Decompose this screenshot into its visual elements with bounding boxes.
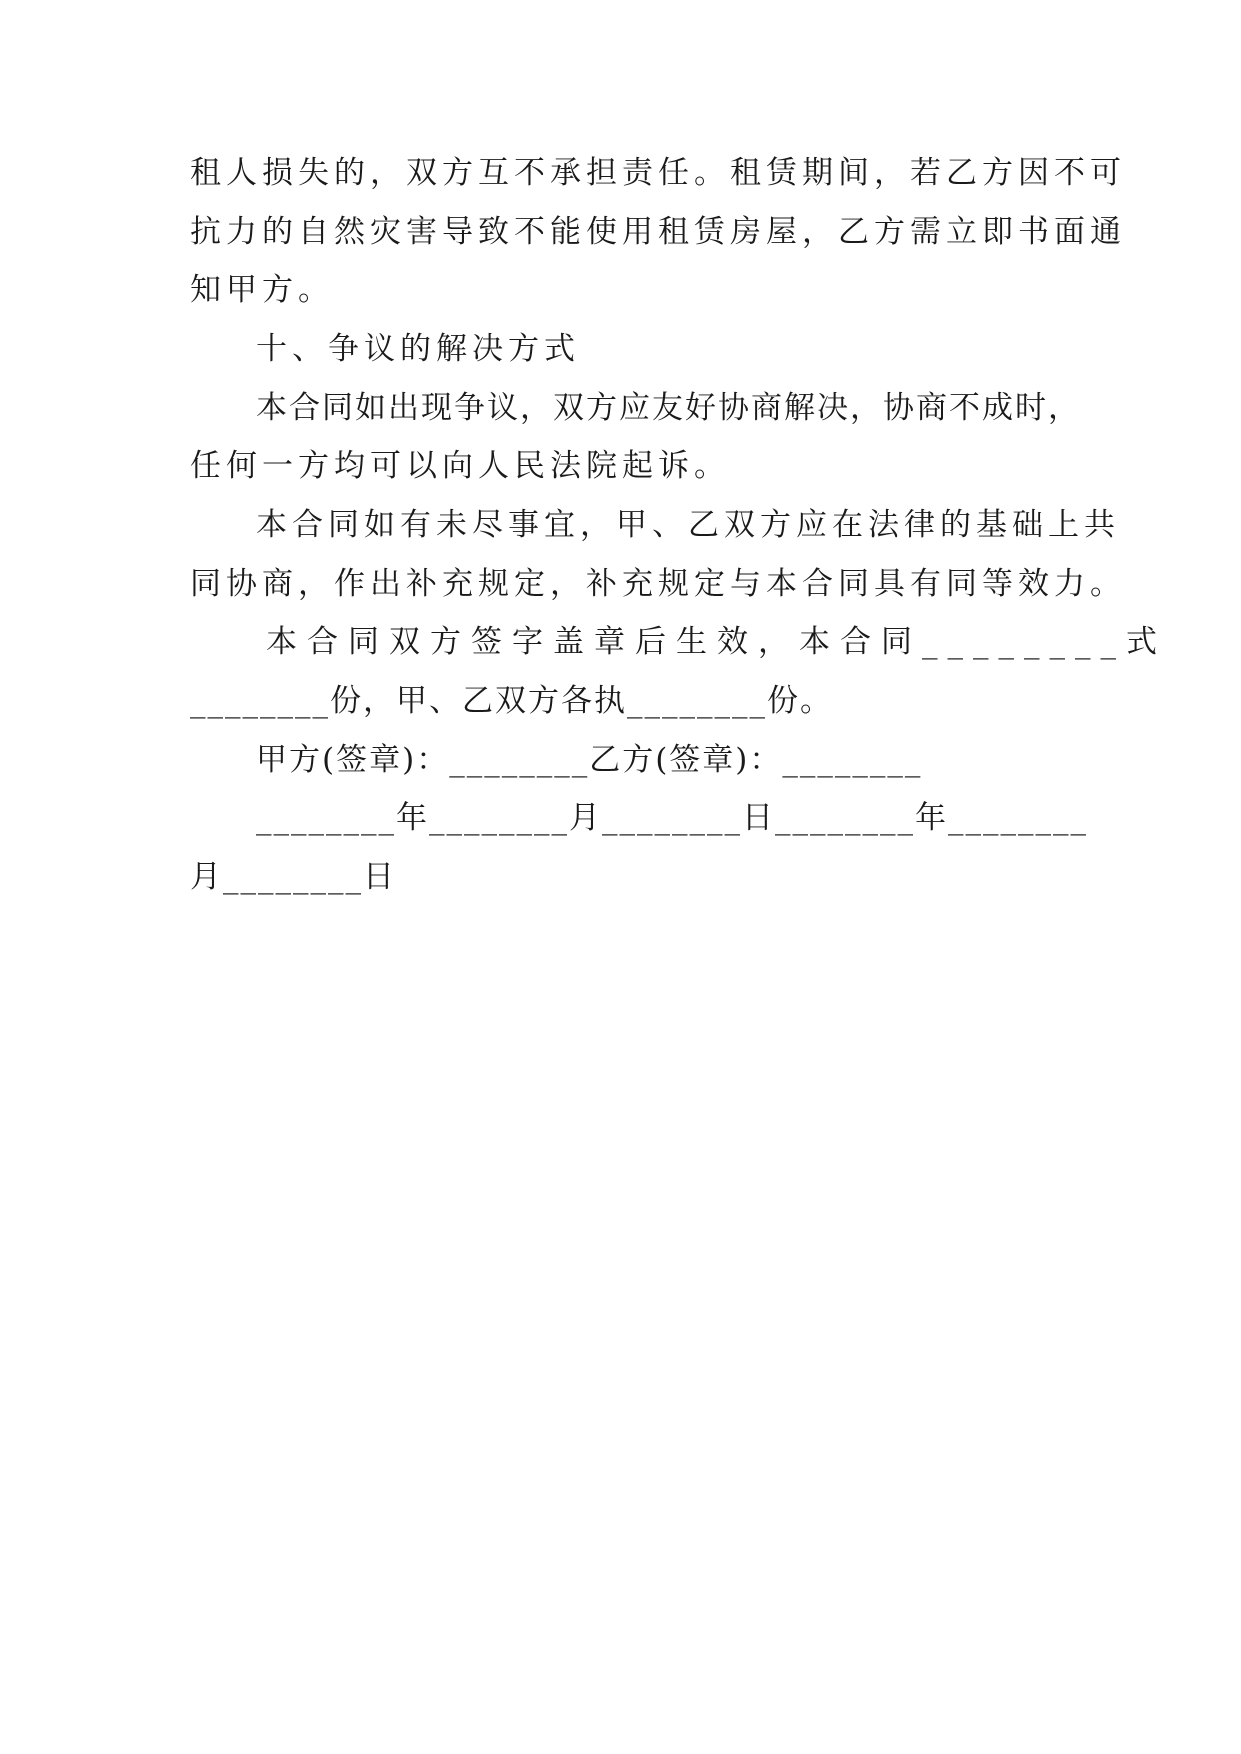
- date-line: ________年________月________日________年________: [256, 800, 1088, 836]
- paragraph-line: 知甲方。: [190, 272, 334, 308]
- paragraph-line: 租人损失的，双方互不承担责任。租赁期间，若乙方因不可: [190, 155, 1126, 191]
- section-heading: 十、争议的解决方式: [256, 331, 580, 367]
- date-line: 月________日: [190, 859, 396, 895]
- signature-line: 甲方(签章)：________乙方(签章)：________: [256, 742, 923, 778]
- paragraph-line: ________份，甲、乙双方各执________份。: [190, 683, 833, 719]
- paragraph-line: 同协商，作出补充规定，补充规定与本合同具有同等效力。: [190, 566, 1126, 602]
- paragraph-line: 任何一方均可以向人民法院起诉。: [190, 448, 730, 484]
- paragraph-line: 本合同如有未尽事宜，甲、乙双方应在法律的基础上共: [256, 507, 1120, 543]
- paragraph-line: 本合同双方签字盖章后生效，本合同________式: [266, 624, 1167, 660]
- paragraph-line: 本合同如出现争议，双方应友好协商解决，协商不成时，: [256, 390, 1081, 426]
- paragraph-line: 抗力的自然灾害导致不能使用租赁房屋，乙方需立即书面通: [190, 214, 1126, 250]
